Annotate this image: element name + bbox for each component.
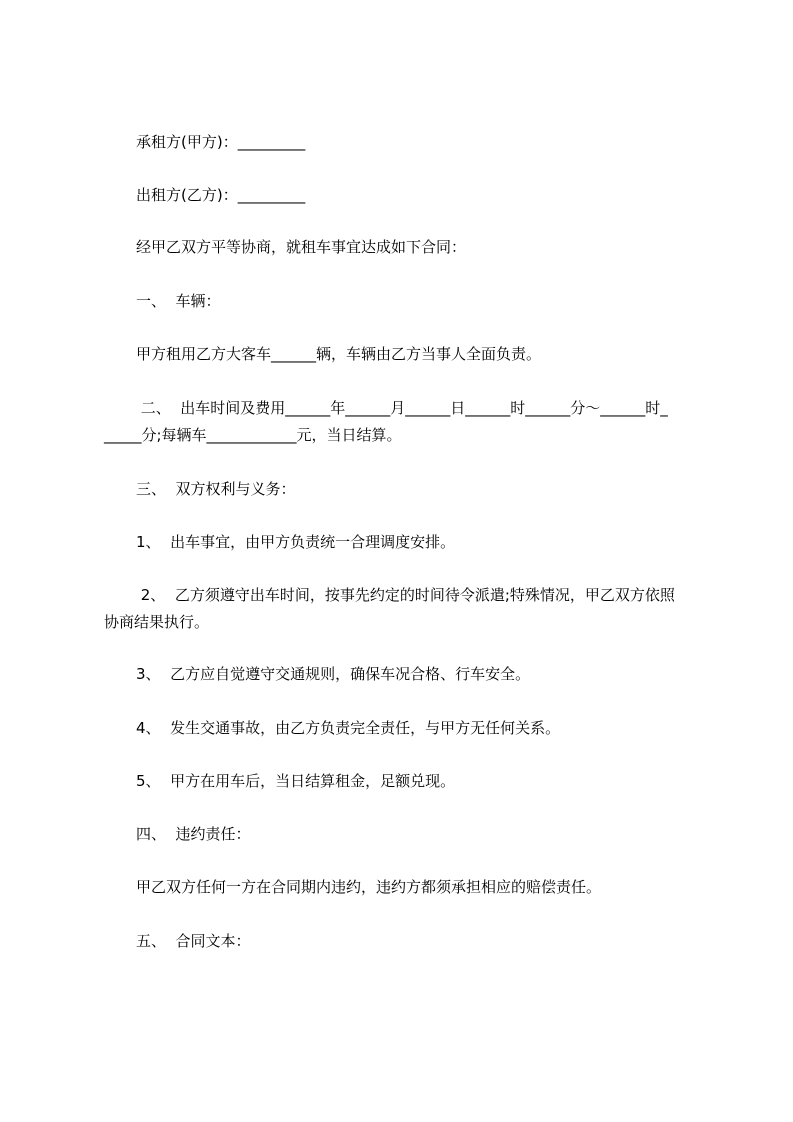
list-item-4: 4、 发生交通事故，由乙方负责完全责任，与甲方无任何关系。 — [136, 719, 561, 737]
party-a-line: 承租方(甲方)：_________ — [136, 133, 306, 151]
section1-body: 甲方租用乙方大客车______辆，车辆由乙方当事人全面负责。 — [136, 345, 542, 363]
section3-heading: 三、 双方权利与义务： — [136, 480, 296, 498]
list-item-5: 5、 甲方在用车后，当日结算租金，足额兑现。 — [136, 772, 456, 790]
section2-line1: 二、 出车时间及费用______年______月______日______时______分～______时_ — [136, 399, 668, 417]
list-item-1: 1、 出车事宜，由甲方负责统一合理调度安排。 — [136, 533, 456, 551]
section4-heading: 四、 违约责任： — [136, 825, 251, 843]
section2-line2: _____分;每辆车____________元，当日结算。 — [104, 426, 402, 444]
section1-heading: 一、 车辆： — [136, 292, 221, 310]
preamble: 经甲乙双方平等协商，就租车事宜达成如下合同： — [136, 238, 467, 256]
list-item-2-line1: 2、 乙方须遵守出车时间，按事先约定的时间待令派遣;特殊情况，甲乙双方依照 — [136, 586, 675, 604]
section5-heading: 五、 合同文本： — [136, 932, 251, 950]
list-item-3: 3、 乙方应自觉遵守交通规则，确保车况合格、行车安全。 — [136, 665, 531, 683]
list-item-2-line2: 协商结果执行。 — [104, 613, 210, 631]
section4-body: 甲乙双方任何一方在合同期内违约，违约方都须承担相应的赔偿责任。 — [136, 878, 602, 896]
party-b-line: 出租方(乙方)：_________ — [136, 186, 306, 204]
